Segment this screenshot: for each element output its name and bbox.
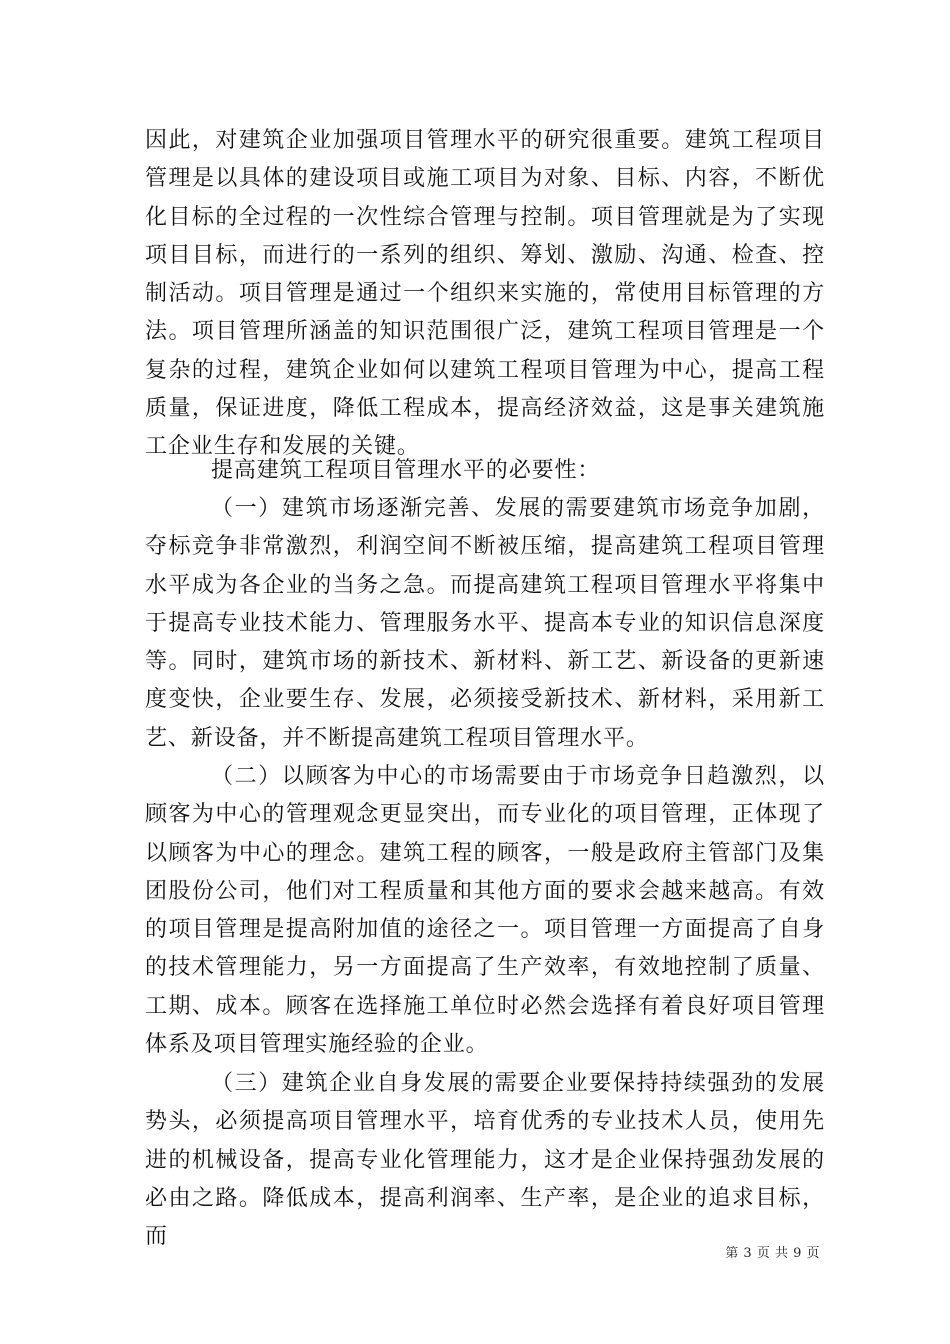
page-number-footer: 第 3 页 共 9 页 [725, 1246, 820, 1261]
paragraph-intro: 因此，对建筑企业加强项目管理水平的研究很重要。建筑工程项目管理是以具体的建设项目或施工项目为对象、目标、内容，不断优化目标的全过程的一次性综合管理与控制。项目管理就是为了实现项目目标，而进行的一系列的组织、筹划、激励、沟通、检查、控制活动。项目管理是通过一个组织来实施的，常使用目标管理的方法。项目管理所涵盖的知识范围很广泛，建筑工程项目管理是一个复杂的过程，建筑企业如何以建筑工程项目管理为中心，提高工程质量，保证进度，降低工程成本，提高经济效益，这是事关建筑施工企业生存和发展的关键。 [145, 128, 825, 460]
paragraph-heading: 提高建筑工程项目管理水平的必要性： [211, 458, 601, 483]
paragraph-section-1: （一）建筑市场逐渐完善、发展的需要建筑市场竞争加剧，夺标竞争非常激烈，利润空间不断被压缩，提高建筑工程项目管理水平成为各企业的当务之急。而提高建筑工程项目管理水平将集中于提高专业技术能力、管理服务水平、提高本专业的知识信息深度等。同时，建筑市场的新技术、新材料、新工艺、新设备的更新速度变快，企业要生存、发展，必须接受新技术、新材料，采用新工艺、新设备，并不断提高建筑工程项目管理水平。 [145, 496, 825, 751]
paragraph-section-3: （三）建筑企业自身发展的需要企业要保持持续强劲的发展势头，必须提高项目管理水平，培育优秀的专业技术人员，使用先进的机械设备，提高专业化管理能力，这才是企业保持强劲发展的必由之路。降低成本，提高利润率、生产率，是企业的追求目标，而 [145, 1071, 825, 1250]
paragraph-section-2: （二）以顾客为中心的市场需要由于市场竞争日趋激烈，以顾客为中心的管理观念更显突出，而专业化的项目管理，正体现了以顾客为中心的理念。建筑工程的顾客，一般是政府主管部门及集团股份公司，他们对工程质量和其他方面的要求会越来越高。有效的项目管理是提高附加值的途径之一。项目管理一方面提高了自身的技术管理能力，另一方面提高了生产效率，有效地控制了质量、工期、成本。顾客在选择施工单位时必然会选择有着良好项目管理体系及项目管理实施经验的企业。 [145, 764, 825, 1058]
